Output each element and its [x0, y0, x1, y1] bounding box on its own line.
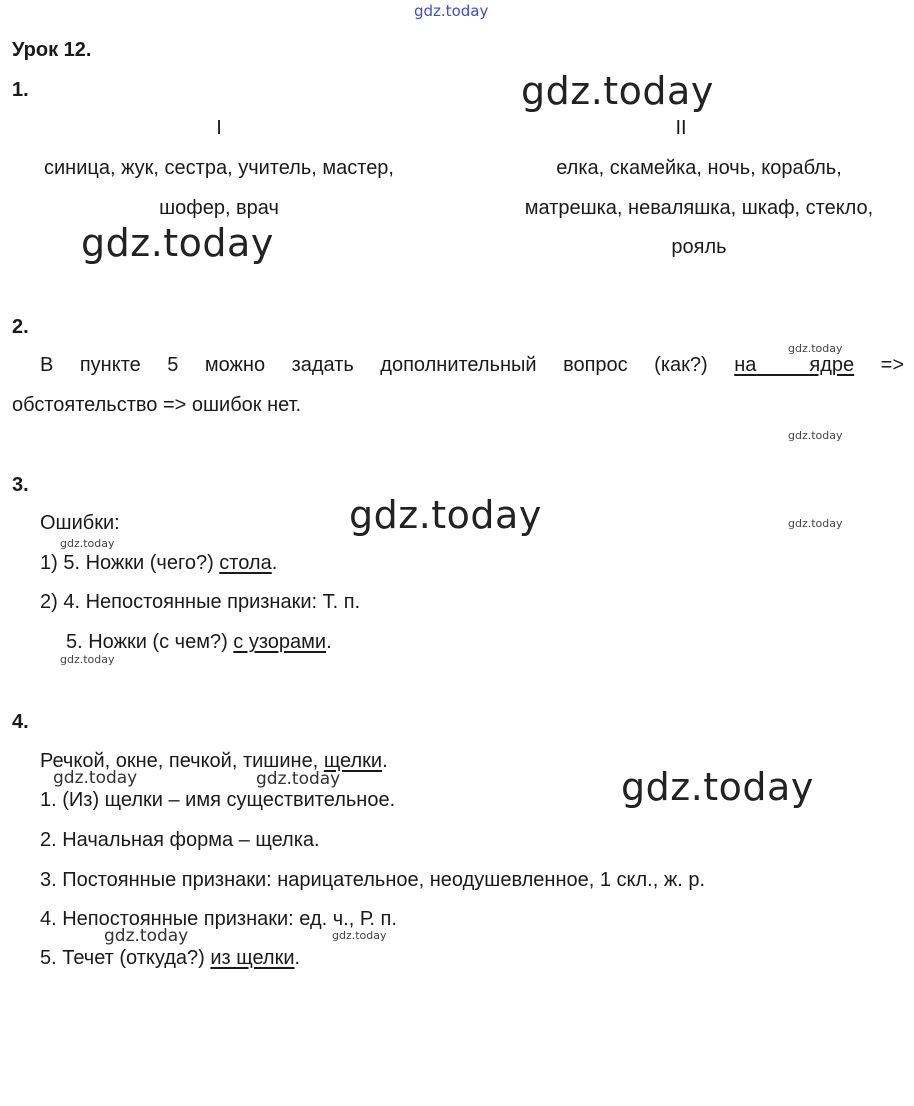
list-item — [40, 751, 388, 771]
underlined-word: ядре — [809, 354, 855, 376]
list-item: 4. Непостоянные признаки: ед. ч., Р. п. — [40, 908, 397, 930]
paragraph-text: В пункте 5 можно задать дополнительный вопрос (как?) — [40, 354, 708, 376]
page-title: Урок 12. — [12, 39, 92, 61]
arrow-text: => — [880, 354, 905, 376]
column-1-line: синица, жук, сестра, учитель, мастер, — [44, 157, 394, 179]
errors-label: Ошибки: — [40, 512, 120, 534]
list-item — [40, 948, 300, 968]
column-2-line: елка, скамейка, ночь, корабль, — [556, 157, 842, 179]
column-2-line: рояль — [671, 236, 727, 258]
column-2-line: матрешка, неваляшка, шкаф, стекло, — [524, 197, 874, 219]
watermark-small: gdz.today — [788, 342, 843, 355]
underlined-word: щелки — [323, 750, 383, 772]
watermark-small: gdz.today — [60, 537, 115, 550]
paragraph-line: обстоятельство => ошибок нет. — [12, 394, 302, 416]
watermark-top: gdz.today — [414, 2, 489, 20]
list-item: 2. Начальная форма – щелка. — [40, 829, 320, 851]
list-item: 3. Постоянные признаки: нарицательное, неодушевленное, 1 скл., ж. р. — [40, 869, 706, 891]
list-item: 2) 4. Непостоянные признаки: Т. п. — [40, 591, 361, 613]
underlined-word: с узорами — [233, 631, 327, 653]
list-item-text: 1) 5. Ножки (чего?) — [40, 552, 220, 574]
task-number-1: 1. — [12, 79, 29, 101]
paragraph-line — [40, 355, 904, 375]
underlined-word: стола — [219, 552, 272, 574]
list-item-text: Речкой, окне, печкой, тишине, — [40, 750, 324, 772]
watermark-big: gdz.today — [621, 765, 814, 809]
column-header-1: I — [216, 117, 222, 139]
list-item-text: 5. Ножки (с чем?) — [66, 631, 234, 653]
watermark-small: gdz.today — [788, 429, 843, 442]
watermark-medium: gdz.today — [256, 769, 341, 789]
punctuation: . — [271, 552, 278, 574]
watermark-medium: gdz.today — [53, 768, 138, 788]
punctuation: . — [294, 947, 301, 969]
task-number-2: 2. — [12, 316, 29, 338]
watermark-medium: gdz.today — [104, 926, 189, 946]
list-item: 1. (Из) щелки – имя существительное. — [40, 789, 396, 811]
column-header-2: II — [675, 117, 687, 139]
underlined-word: из щелки — [210, 947, 295, 969]
task-number-3: 3. — [12, 474, 29, 496]
watermark-big: gdz.today — [521, 69, 714, 113]
list-item — [40, 553, 277, 573]
watermark-small: gdz.today — [788, 517, 843, 530]
list-item-text: 5. Течет (откуда?) — [40, 947, 211, 969]
punctuation: . — [382, 750, 388, 772]
underlined-word: на — [734, 354, 757, 376]
list-item — [66, 632, 332, 652]
watermark-small: gdz.today — [60, 653, 115, 666]
watermark-big: gdz.today — [349, 493, 542, 537]
column-1-line: шофер, врач — [159, 197, 279, 219]
watermark-big: gdz.today — [81, 221, 274, 265]
watermark-small: gdz.today — [332, 929, 387, 942]
punctuation: . — [326, 631, 332, 653]
task-number-4: 4. — [12, 711, 29, 733]
